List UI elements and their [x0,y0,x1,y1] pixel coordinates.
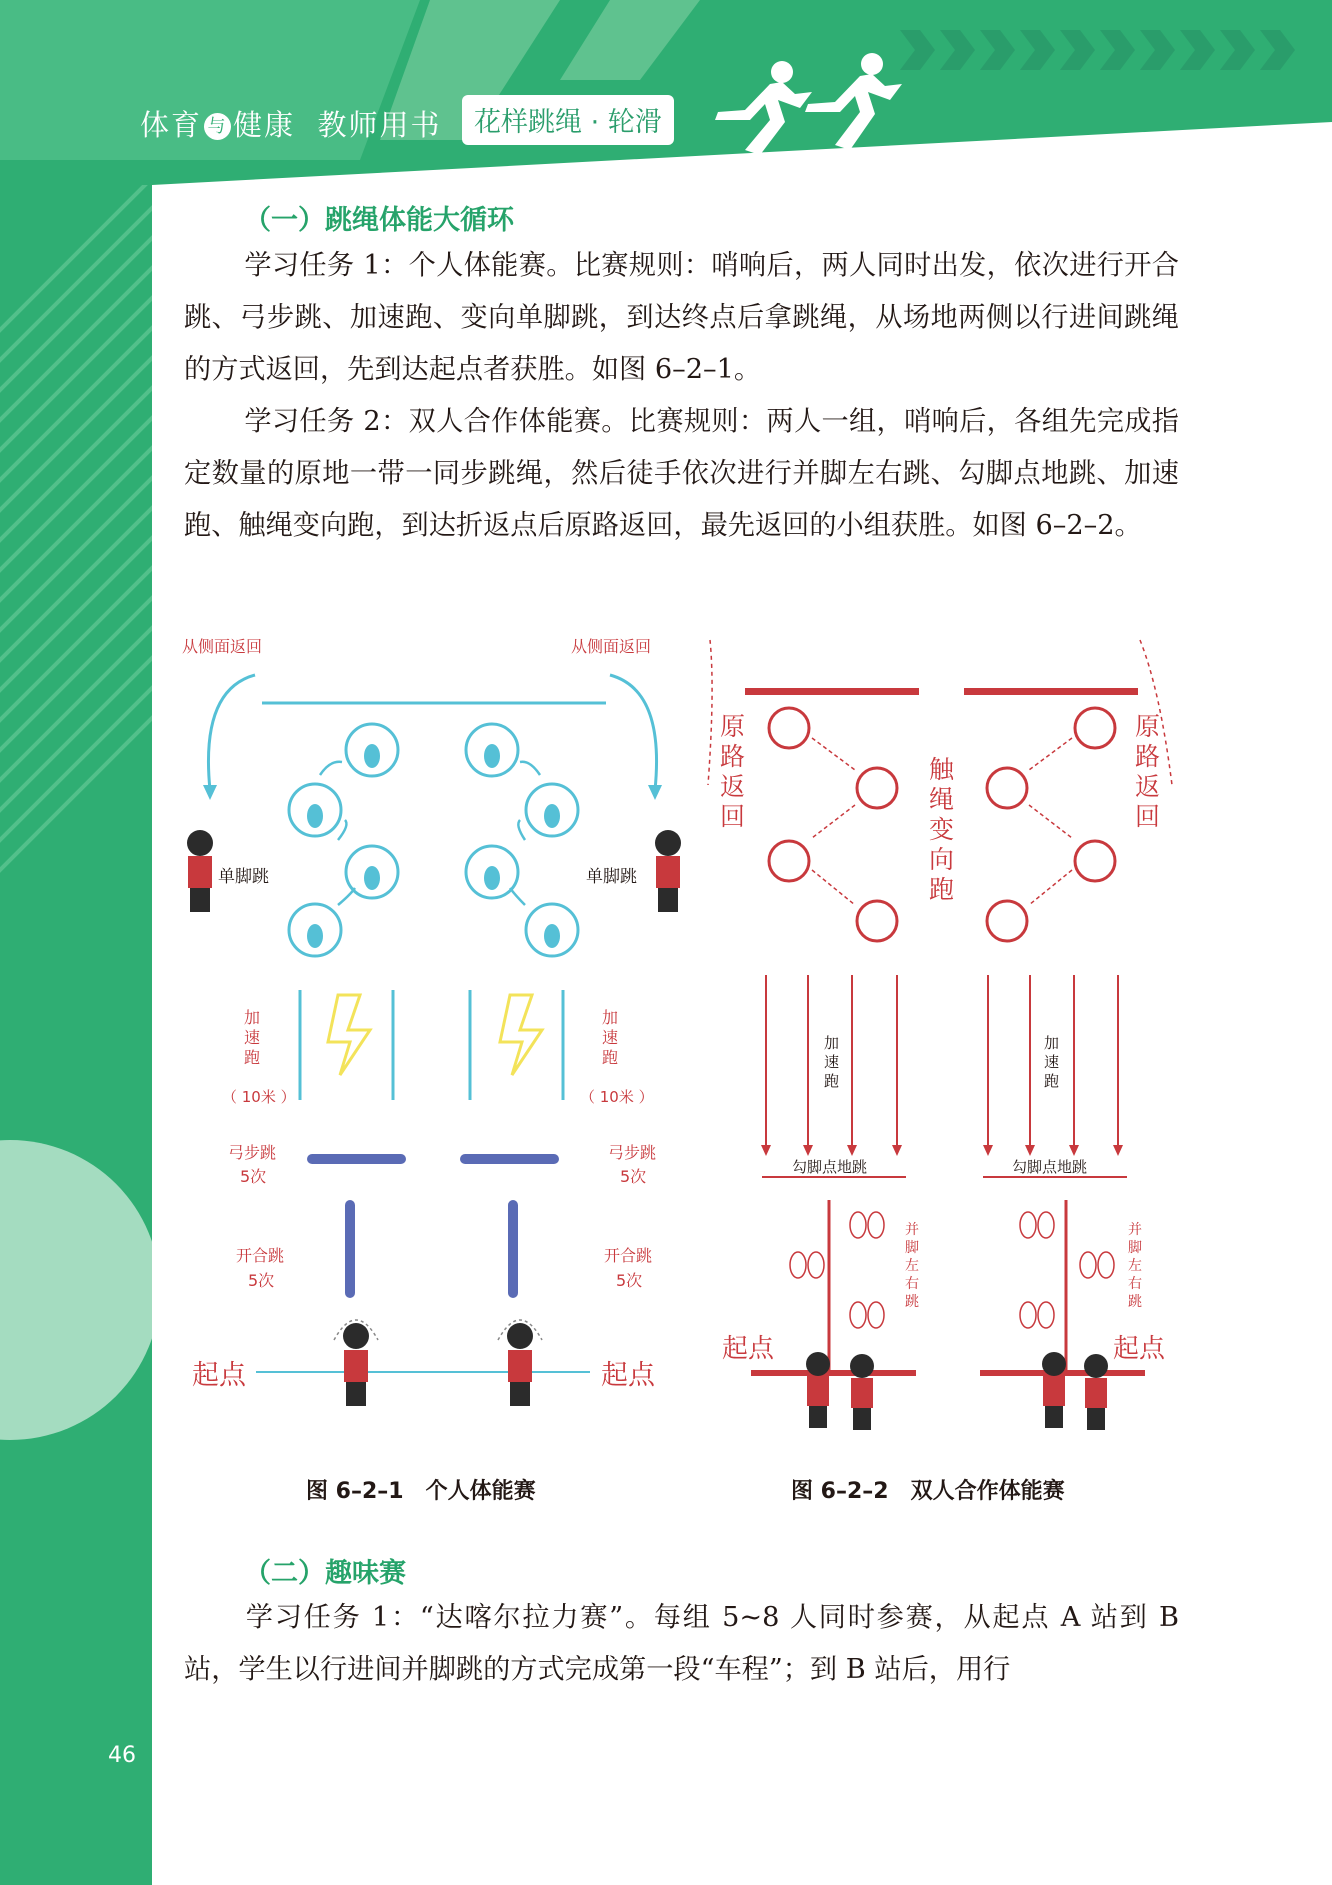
fig1-jack-count-right: 5次 [616,1271,643,1290]
return-char: 回 [1135,802,1161,831]
fig1-sprint-label-left [244,1008,260,1068]
fig1-sprint-distance-left: （ 10米 ） [222,1088,296,1106]
fig1-sprint-distance-right: （ 10米 ） [580,1088,654,1106]
figure-caption-2: 图 6–2–2 双人合作体能赛 [791,1479,1065,1504]
book-subtitle: 教师用书 [317,108,442,142]
touch-char: 变 [929,815,955,844]
touch-char: 绳 [929,785,955,814]
fig1-return-label-left: 从侧面返回 [182,637,263,656]
paragraph-task2-text: 学习任务 2：双人合作体能赛。比赛规则：两人一组，哨响后，各组先完成指定数量的原地一带一同步跳绳，然后徒手依次进行并脚左右跳、勾脚点地跳、加速跑、触绳变向跑，到达折返点后原路返回，最先返回的小组获胜。如图 6–2–2。 [184,406,1179,541]
paragraph-section2-task1-text: 学习任务 1：“达喀尔拉力赛”。每组 5~8 人同时参赛，从起点 A 站到 B 站，学生以行进间并脚跳的方式完成第一段“车程”；到 B 站后，用行 [184,1602,1179,1685]
paragraph-task1-text: 学习任务 1：个人体能赛。比赛规则：哨响后，两人同时出发，依次进行开合跳、弓步跳、加速跑、变向单脚跳，到达终点后拿跳绳，从场地两侧以行进间跳绳的方式返回，先到达起点者获胜。如图 6–2–1。 [184,250,1179,385]
side-char: 左 [905,1258,919,1274]
sprint-char: 跑 [1044,1072,1060,1090]
fig1-jack-label-left: 开合跳 [236,1246,285,1265]
side-char: 右 [905,1276,919,1292]
paragraph-section2-task1 [184,1592,1179,1696]
sprint-char: 速 [602,1028,619,1047]
fig2-sprint-label-right [1044,1034,1059,1091]
side-char: 跳 [905,1294,919,1310]
side-char: 左 [1128,1258,1142,1274]
chapter-tag: 花样跳绳 · 轮滑 [462,95,674,145]
sprint-char: 跑 [602,1048,619,1067]
sprint-char: 加 [824,1034,840,1052]
book-title-part2: 健康 [233,108,296,142]
fig2-hook-label-left: 勾脚点地跳 [792,1158,868,1176]
side-char: 脚 [905,1240,919,1256]
touch-char: 向 [929,845,955,874]
return-char: 原 [1135,712,1161,741]
section-heading-2: （二）趣味赛 [244,1558,406,1589]
fig1-hop-label-left: 单脚跳 [218,867,269,887]
fig2-touch-label [929,755,954,905]
fig1-jack-count-left: 5次 [248,1271,275,1290]
fig1-lunge-count-right: 5次 [620,1167,647,1186]
section-heading-1: （一）跳绳体能大循环 [244,205,514,236]
fig1-lunge-count-left: 5次 [240,1167,267,1186]
fig2-start-label-left: 起点 [722,1334,775,1364]
fig2-hook-label-right: 勾脚点地跳 [1012,1158,1088,1176]
fig2-start-label-right: 起点 [1113,1334,1166,1364]
fig1-sprint-label-right [602,1008,618,1068]
fig2-side-label-left [905,1221,919,1311]
fig1-hop-label-right: 单脚跳 [586,867,637,887]
book-title-part1: 体育 [140,108,203,142]
side-char: 脚 [1128,1240,1142,1256]
fig2-return-label-right [1135,712,1160,832]
page-number: 46 [108,1743,136,1768]
side-char: 并 [1128,1222,1142,1238]
sprint-char: 跑 [824,1072,840,1090]
fig1-return-label-right: 从侧面返回 [571,637,652,656]
return-char: 路 [1135,742,1161,771]
fig1-start-label-right: 起点 [601,1360,655,1391]
return-char: 回 [720,802,746,831]
sprint-char: 速 [824,1053,840,1071]
return-arrow-left [708,640,712,785]
fig2-return-label-left [720,712,745,832]
fig1-lunge-label-left: 弓步跳 [228,1143,277,1162]
sprint-char: 跑 [244,1048,261,1067]
fig1-lunge-label-right: 弓步跳 [608,1143,657,1162]
return-char: 原 [720,712,746,741]
side-char: 右 [1128,1276,1142,1292]
student-pair-figure [806,1352,1108,1430]
touch-char: 触 [929,755,955,784]
side-char: 跳 [1128,1294,1142,1310]
return-char: 返 [1135,772,1161,801]
return-char: 返 [720,772,746,801]
sprint-char: 速 [1044,1053,1060,1071]
side-char: 并 [905,1222,919,1238]
fig2-sprint-label-left [824,1034,839,1091]
sprint-char: 加 [244,1008,261,1027]
fig1-start-label-left: 起点 [192,1360,246,1391]
sprint-char: 加 [1044,1034,1060,1052]
sprint-char: 加 [602,1008,619,1027]
book-title-and-badge: 与 [204,113,231,140]
figure-caption-1: 图 6–2–1 个人体能赛 [306,1479,536,1504]
fig1-jack-label-right: 开合跳 [604,1246,653,1265]
fig2-side-label-right [1128,1221,1142,1311]
touch-char: 跑 [929,875,955,904]
sprint-char: 速 [244,1028,261,1047]
return-char: 路 [720,742,746,771]
